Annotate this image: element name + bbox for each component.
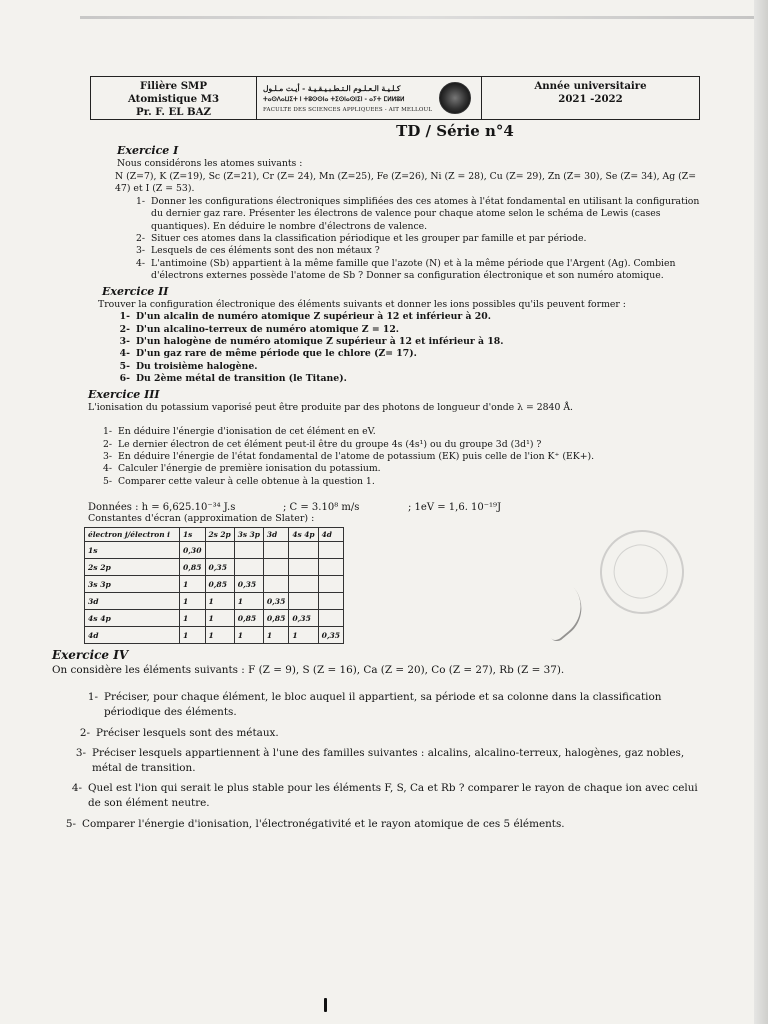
table-cell	[263, 542, 289, 559]
constant-c: ; C = 3.10⁸ m/s	[283, 502, 360, 514]
table-cell: 1s	[85, 542, 180, 559]
list-item: 4- Calculer l'énergie de première ionisation du potassium.	[102, 463, 381, 475]
exercise-2-title: Exercice II	[102, 284, 169, 298]
table-cell: 1	[205, 627, 234, 644]
table-cell: 1	[234, 593, 263, 610]
exercise-3-questions	[84, 426, 700, 488]
list-item: 2- D'un alcalino-terreux de numéro atomique Z = 12.	[119, 323, 400, 335]
list-item: 4- D'un gaz rare de même période que le chlore (Z= 17).	[119, 348, 417, 360]
table-cell	[318, 576, 344, 593]
exercise-3-intro: L'ionisation du potassium vaporisé peut être produite par des photons de longueur d'onde λ = 2840 Å.	[88, 401, 574, 413]
table-cell: 3d	[85, 593, 180, 610]
list-item: 5- Comparer l'énergie d'ionisation, l'électronégativité et le rayon atomique de ces 5 éléments.	[65, 817, 565, 830]
table-row	[85, 559, 344, 576]
table-row	[85, 593, 344, 610]
slater-table	[84, 527, 344, 644]
table-cell	[263, 576, 289, 593]
scan-edge-top	[80, 16, 760, 19]
exercise-1-questions	[117, 196, 700, 283]
table-cell: 1	[234, 627, 263, 644]
table-header: 3d	[263, 528, 289, 542]
faculty-tifinagh: ⵜⴰⵙⴷⴰⵡⵉⵜ ⵏ ⵜⵓⵙⵙⵏⴰ ⵜⵉⵙⵏⴰⵙⵏⵉⵏ - ⴰⵢⵜ ⵎⵍⵍⵓⵍ	[263, 96, 405, 103]
table-cell: 1	[205, 593, 234, 610]
year-label: Année universitaire	[534, 80, 647, 92]
list-item: 2- Le dernier électron de cet élément peut-il être du groupe 4s (4s¹) ou du groupe 3d (3d¹) ?	[102, 438, 542, 450]
header-course-info	[91, 77, 257, 119]
table-cell	[289, 576, 318, 593]
table-cell	[318, 593, 344, 610]
list-item: 2- Situer ces atomes dans la classification périodique et les grouper par famille et par période.	[135, 233, 587, 244]
university-logo-icon	[439, 82, 471, 114]
exercise-1-atoms: N (Z=7), K (Z=19), Sc (Z=21), Cr (Z= 24), Mn (Z=25), Fe (Z=26), Ni (Z = 28), Cu (Z= 29), Zn (Z= 30), Se (Z= 34), Ag (Z= 47) et I (Z = 53).	[115, 170, 696, 195]
list-item: 5- Comparer cette valeur à celle obtenue à la question 1.	[102, 475, 375, 487]
list-item: 4- Quel est l'ion qui serait le plus stable pour les éléments F, S, Ca et Rb ? comparer le rayon de chaque ion avec celui de son élément neutre.	[71, 782, 698, 810]
scan-edge-right	[754, 0, 768, 1024]
table-header-row	[85, 528, 344, 542]
faculty-arabic: كـلـيـة الـعـلـوم الـتـطـبـيـقـيـة - أيـت مـلـول	[263, 84, 401, 93]
scan-mark	[324, 998, 327, 1012]
list-item: 2- Préciser lesquels sont des métaux.	[79, 726, 279, 739]
exercise-2-intro: Trouver la configuration électronique des éléments suivants et donner les ions possibles qu'ils peuvent former :	[98, 298, 626, 310]
list-item: 3- D'un halogène de numéro atomique Z supérieur à 12 et inférieur à 18.	[119, 336, 504, 348]
table-cell	[234, 559, 263, 576]
header-filiere: Filière SMP	[139, 80, 207, 92]
table-cell	[263, 559, 289, 576]
exercise-2-questions	[102, 311, 700, 385]
constant-ev: ; 1eV = 1,6. 10⁻¹⁹J	[408, 502, 502, 514]
table-header: 3s 3p	[234, 528, 263, 542]
constants-line	[88, 502, 700, 513]
table-cell: 1	[180, 627, 206, 644]
table-cell	[234, 542, 263, 559]
exercise-1-title: Exercice I	[117, 144, 179, 157]
exercise-1	[117, 144, 700, 283]
page-title: TD / Série n°4	[396, 122, 514, 140]
table-cell: 1	[180, 610, 206, 627]
list-item: 1- En déduire l'énergie d'ionisation de cet élément en eV.	[102, 426, 376, 438]
stamp-inner-ring	[605, 536, 677, 608]
list-item: 3- En déduire l'énergie de l'état fondamental de l'atome de potassium (EK) puis celle de l'ion K⁺ (EK+).	[102, 451, 595, 463]
table-cell: 0,30	[180, 542, 206, 559]
list-item: 5- Du troisième halogène.	[119, 360, 258, 372]
exercise-3	[88, 388, 700, 645]
table-header: 1s	[180, 528, 206, 542]
slater-title: Constantes d'écran (approximation de Slater) :	[88, 513, 315, 525]
table-cell	[289, 593, 318, 610]
header-module: Atomistique M3	[127, 93, 220, 105]
exercise-4	[52, 648, 700, 831]
exercise-2	[98, 284, 700, 386]
exercise-1-intro: Nous considérons les atomes suivants :	[117, 158, 303, 169]
table-cell: 1	[180, 576, 206, 593]
table-row	[85, 610, 344, 627]
table-cell: 0,85	[263, 610, 289, 627]
exercise-3-title: Exercice III	[88, 387, 160, 401]
list-item: 1- Donner les configurations électroniques simplifiées des ces atomes à l'état fondamental en utilisant la configuration du dernier gaz rare. Présenter les électrons de valence pour chaque atome selon le schéma de Lewis (cases quantiques). En déduire le nombre d'électrons de valence.	[135, 195, 700, 232]
table-cell	[205, 542, 234, 559]
table-cell	[318, 559, 344, 576]
table-cell: 0,85	[205, 576, 234, 593]
table-cell	[318, 542, 344, 559]
list-item: 1- D'un alcalin de numéro atomique Z supérieur à 12 et inférieur à 20.	[119, 311, 491, 323]
table-header: 4s 4p	[289, 528, 318, 542]
list-item: 6- Du 2ème métal de transition (le Titane).	[119, 373, 347, 385]
list-item: 3- Lesquels de ces éléments sont des non métaux ?	[135, 245, 380, 257]
table-cell: 1	[180, 593, 206, 610]
header-year	[482, 77, 699, 119]
header-faculty	[257, 77, 482, 119]
table-cell	[318, 610, 344, 627]
header-box	[90, 76, 700, 120]
list-item: 1- Préciser, pour chaque élément, le bloc auquel il appartient, sa période et sa colonne dans la classification périodique des éléments.	[87, 691, 662, 719]
table-cell: 1	[205, 610, 234, 627]
table-cell: 1	[263, 627, 289, 644]
table-row	[85, 542, 344, 559]
exercise-4-intro: On considère les éléments suivants : F (Z = 9), S (Z = 16), Ca (Z = 20), Co (Z = 27), Rb (Z = 37).	[52, 663, 565, 676]
table-cell: 0,35	[289, 610, 318, 627]
table-cell: 0,85	[234, 610, 263, 627]
table-cell: 1	[289, 627, 318, 644]
table-header: 2s 2p	[205, 528, 234, 542]
document-sheet	[52, 76, 700, 837]
list-item: 4- L'antimoine (Sb) appartient à la même famille que l'azote (N) et à la même période que l'Argent (Ag). Combien d'électrons externes possède l'atome de Sb ? Donner sa configuration électronique et son numéro atomique.	[135, 257, 676, 282]
table-cell	[289, 559, 318, 576]
list-item: 3- Préciser lesquels appartiennent à l'une des familles suivantes : alcalins, alcalino-terreux, halogènes, gaz nobles, métal de transition.	[75, 747, 685, 774]
faculty-french: FACULTE DES SCIENCES APPLIQUEES - AIT MELLOUL	[263, 107, 433, 113]
table-cell: 0,85	[180, 559, 206, 576]
table-cell: 3s 3p	[85, 576, 180, 593]
exercise-4-questions	[52, 690, 700, 831]
table-cell: 0,35	[205, 559, 234, 576]
table-cell: 4s 4p	[85, 610, 180, 627]
table-cell: 2s 2p	[85, 559, 180, 576]
table-cell: 0,35	[263, 593, 289, 610]
table-cell	[289, 542, 318, 559]
table-row	[85, 576, 344, 593]
table-cell: 0,35	[318, 627, 344, 644]
table-header: 4d	[318, 528, 344, 542]
table-row	[85, 627, 344, 644]
table-header: électron j/électron i	[85, 528, 180, 542]
exercise-4-title: Exercice IV	[52, 648, 129, 663]
table-cell: 0,35	[234, 576, 263, 593]
table-cell: 4d	[85, 627, 180, 644]
constant-h: Données : h = 6,625.10⁻³⁴ J.s	[88, 502, 236, 514]
year-value: 2021 -2022	[558, 93, 623, 105]
header-professor: Pr. F. EL BAZ	[136, 106, 211, 118]
